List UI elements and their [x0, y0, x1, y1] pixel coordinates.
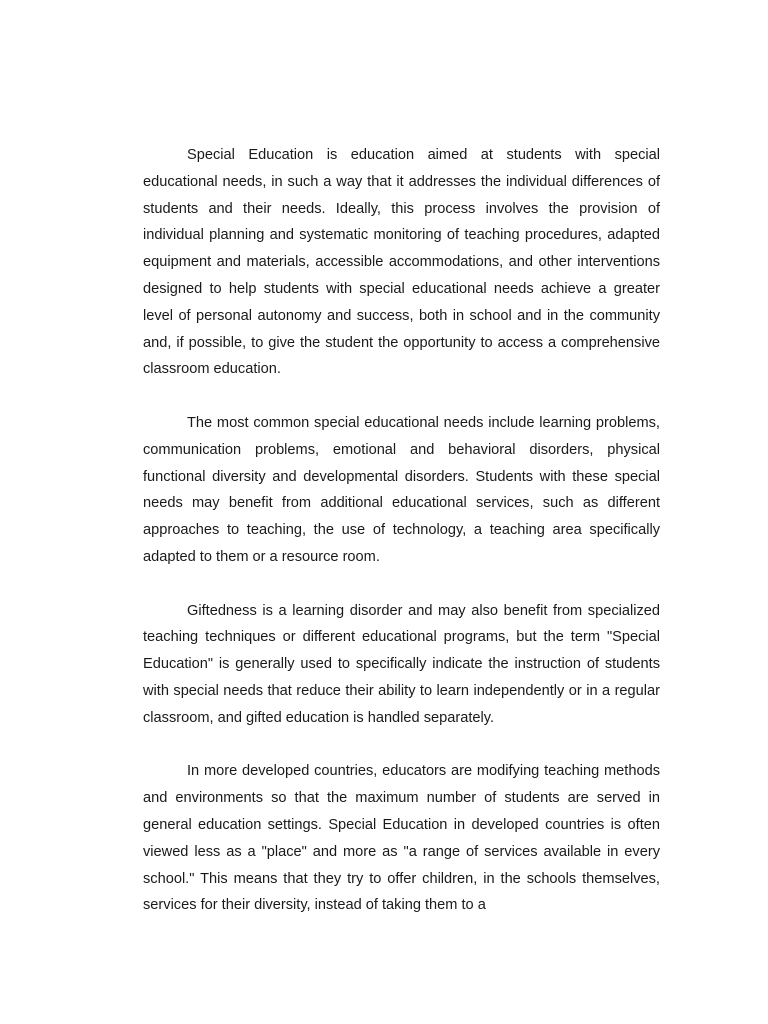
document-body [143, 142, 660, 919]
paragraph-special-education-definition: Special Education is education aimed at students with special educational needs, in such a way that it addresses the individual differences of students and their needs. Ideally, this process involves the provision of individual planning and systematic monitoring of teaching procedures, adapted equipment and materials, accessible accommodations, and other interventions designed to help students with special educational needs achieve a greater level of personal autonomy and success, both in school and in the community and, if possible, to give the student the opportunity to access a comprehensive classroom education. [143, 147, 660, 378]
paragraph-giftedness: Giftedness is a learning disorder and may also benefit from specialized teaching techniques or different educational programs, but the term "Special Education" is generally used to specifically indicate the instruction of students with special needs that reduce their ability to learn independently or in a regular classroom, and gifted education is handled separately. [143, 602, 660, 726]
paragraph-developed-countries: In more developed countries, educators are modifying teaching methods and environments so that the maximum number of students are served in general education settings. Special Education in developed countries is often viewed less as a "place" and more as "a range of services available in every school." This means that they try to offer children, in the schools themselves, services for their diversity, instead of taking them to a [143, 763, 660, 914]
paragraph-common-needs: The most common special educational needs include learning problems, communication problems, emotional and behavioral disorders, physical functional diversity and developmental disorders. Students with these special needs may benefit from additional educational services, such as different approaches to teaching, the use of technology, a teaching area specifically adapted to them or a resource room. [143, 414, 660, 565]
